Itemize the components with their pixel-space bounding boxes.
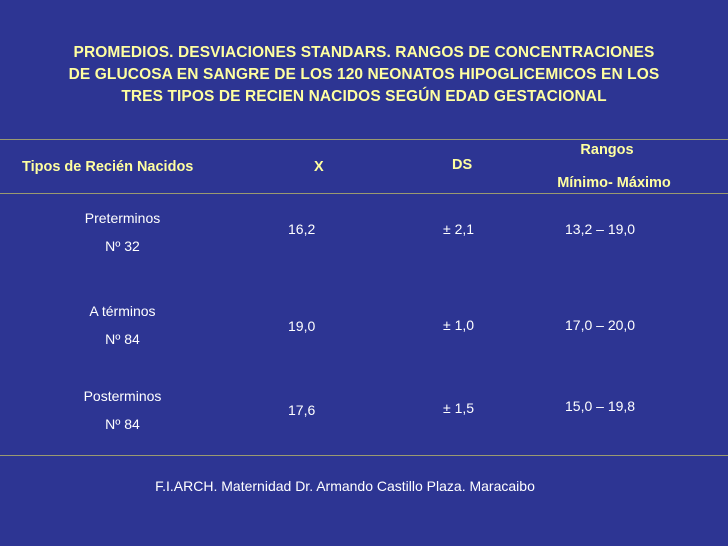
row-sd: ± 2,1 <box>443 221 475 237</box>
row-count: Nº 84 <box>105 331 140 347</box>
header-range-line-2: Mínimo- Máximo <box>557 175 671 191</box>
table-bottom-rule <box>0 455 728 456</box>
header-bottom-rule <box>0 193 728 194</box>
row-type: Posterminos <box>83 388 162 404</box>
header-sd: DS <box>452 157 473 173</box>
row-range: 17,0 – 20,0 <box>565 317 636 333</box>
row-sd: ± 1,0 <box>443 317 475 333</box>
title-line-3: TRES TIPOS DE RECIEN NACIDOS SEGÚN EDAD GESTACIONAL <box>121 88 607 105</box>
header-type: Tipos de Recién Nacidos <box>22 159 194 175</box>
title-line-2: DE GLUCOSA EN SANGRE DE LOS 120 NEONATOS HIPOGLICEMICOS EN LOS <box>68 66 660 83</box>
row-range: 13,2 – 19,0 <box>565 221 636 237</box>
row-type: Preterminos <box>84 210 161 226</box>
source-footer: F.I.ARCH. Maternidad Dr. Armando Castillo Plaza. Maracaibo <box>155 478 535 494</box>
row-mean: 16,2 <box>288 221 316 237</box>
row-mean: 17,6 <box>288 402 316 418</box>
row-mean: 19,0 <box>288 318 316 334</box>
header-mean: X <box>314 159 324 175</box>
title-line-1: PROMEDIOS. DESVIACIONES STANDARS. RANGOS DE CONCENTRACIONES <box>73 44 655 61</box>
table-top-rule <box>0 139 728 140</box>
row-count: Nº 32 <box>105 238 140 254</box>
header-range-line-1: Rangos <box>580 142 634 158</box>
row-sd: ± 1,5 <box>443 400 475 416</box>
row-count: Nº 84 <box>105 416 140 432</box>
row-range: 15,0 – 19,8 <box>565 398 636 414</box>
slide-title <box>10 42 718 108</box>
row-type: A términos <box>89 303 156 319</box>
